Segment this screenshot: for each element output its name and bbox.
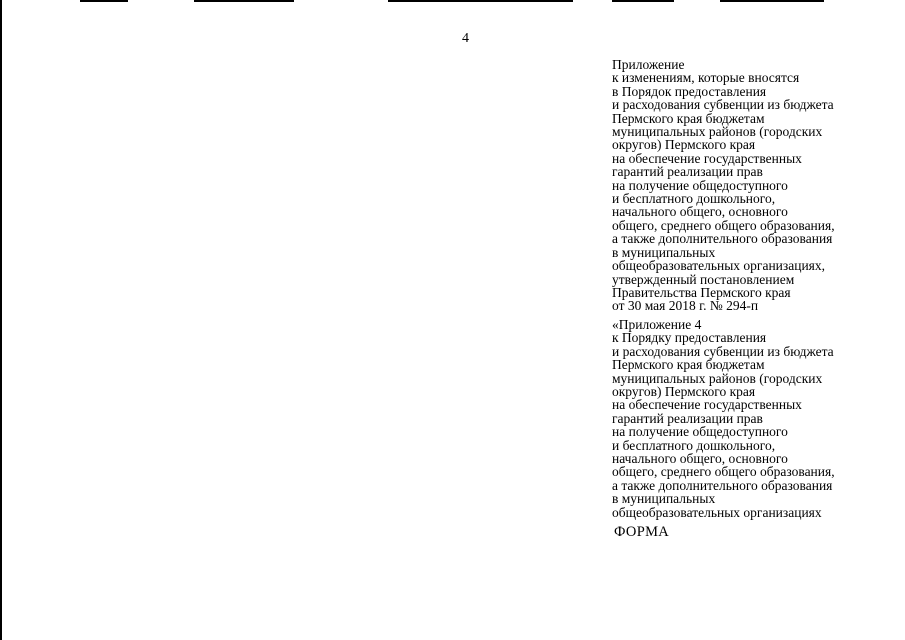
appendix-heading-line: Правительства Пермского края (612, 284, 791, 300)
appendix-4-heading-line: на получение общедоступного (612, 424, 788, 440)
appendix-4-heading-block (612, 318, 902, 519)
top-rule-segment (388, 0, 573, 2)
appendix-heading-line: от 30 мая 2018 г. № 294-п (612, 298, 759, 314)
appendix-heading-line: в муниципальных (612, 244, 716, 260)
appendix-4-heading-line: гарантий реализации прав (612, 410, 763, 426)
appendix-heading-line: муниципальных районов (городских (612, 124, 823, 140)
appendix-4-heading-line: Пермского края бюджетам (612, 357, 765, 373)
appendix-4-heading-line: «Приложение 4 (612, 317, 702, 332)
appendix-heading-line: округов) Пермского края (612, 137, 756, 153)
appendix-heading-line: на обеспечение государственных (612, 150, 802, 166)
appendix-4-heading-line: в муниципальных (612, 491, 716, 507)
appendix-heading-line: общеобразовательных организациях, (612, 258, 826, 274)
appendix-heading-line: и расходования субвенции из бюджета (612, 97, 834, 113)
appendix-heading-line: начального общего, основного (612, 204, 788, 220)
appendix-heading-line: в Порядок предоставления (612, 83, 767, 99)
appendix-heading-line: Пермского края бюджетам (612, 110, 765, 126)
appendix-heading-line: общего, среднего общего образования, (612, 217, 835, 233)
appendix-heading-line: к изменениям, которые вносятся (612, 70, 800, 86)
page-number: 4 (462, 31, 469, 46)
appendix-heading-line: утвержденный постановлением (612, 271, 795, 287)
top-rule-segment (612, 0, 674, 2)
form-label: ФОРМА (614, 524, 670, 540)
appendix-heading-line: Приложение (612, 57, 685, 72)
appendix-4-heading-line: общего, среднего общего образования, (612, 464, 835, 480)
top-rule-segment (80, 0, 128, 2)
appendix-heading-line: на получение общедоступного (612, 177, 788, 193)
appendix-heading-block (612, 58, 902, 313)
appendix-4-heading-line: а также дополнительного образования (612, 477, 833, 493)
appendix-4-heading-line: начального общего, основного (612, 451, 788, 467)
appendix-4-heading-line: муниципальных районов (городских (612, 370, 823, 386)
appendix-4-heading-line: общеобразовательных организациях (612, 504, 822, 520)
appendix-4-heading-line: на обеспечение государственных (612, 397, 802, 413)
top-rule-segment (720, 0, 824, 2)
top-rule-segment (194, 0, 294, 2)
page-left-border (0, 0, 2, 640)
appendix-heading-line: гарантий реализации прав (612, 164, 763, 180)
appendix-heading-line: и бесплатного дошкольного, (612, 191, 776, 207)
appendix-4-heading-line: к Порядку предоставления (612, 330, 767, 346)
appendix-4-heading-line: и расходования субвенции из бюджета (612, 343, 834, 359)
appendix-4-heading-line: и бесплатного дошкольного, (612, 437, 776, 453)
appendix-4-heading-line: округов) Пермского края (612, 384, 756, 400)
appendix-heading-line: а также дополнительного образования (612, 231, 833, 247)
